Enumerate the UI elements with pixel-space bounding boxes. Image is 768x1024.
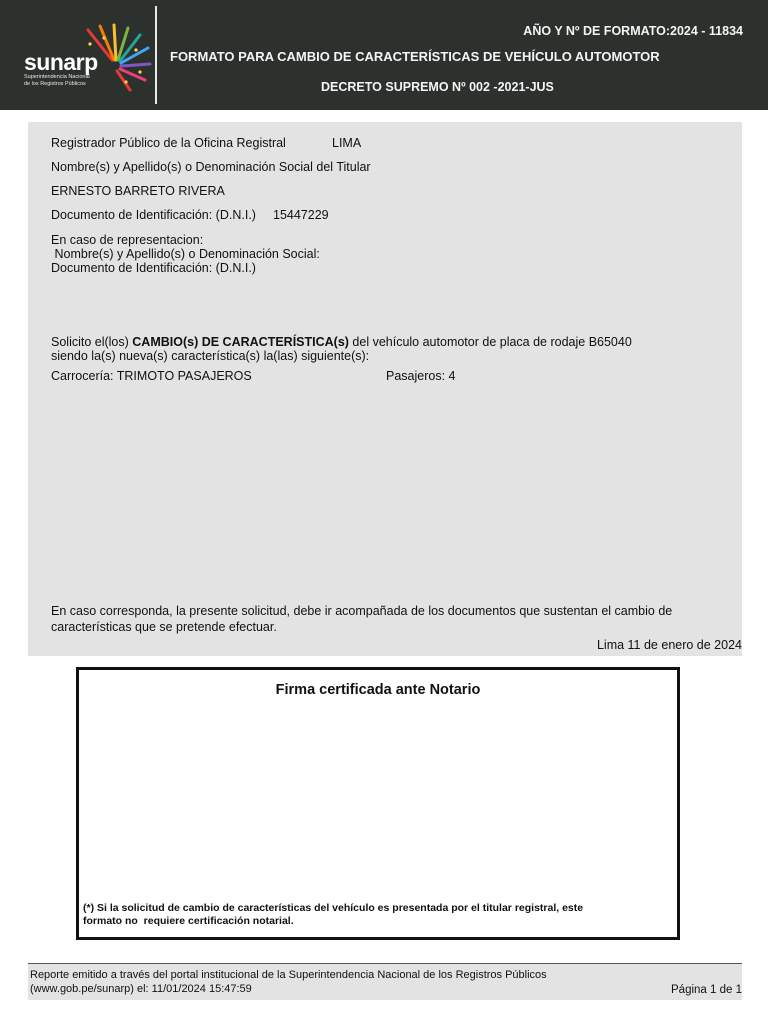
notarial-note-line1: (*) Si la solicitud de cambio de características del vehículo es presentada por el titular registral, este (83, 902, 584, 914)
document-header (0, 0, 768, 110)
representative-id-label: Documento de Identificación: (D.N.I.) (51, 261, 256, 275)
request-change-type: CAMBIO(s) DE CARACTERÍSTICA(s) (132, 335, 349, 349)
report-source-note (30, 968, 547, 996)
logo-subtitle (24, 74, 104, 87)
document-title: FORMATO PARA CAMBIO DE CARACTERÍSTICAS DE VEHÍCULO AUTOMOTOR (170, 49, 660, 64)
application-form-panel (28, 122, 742, 656)
request-statement-line2: siendo la(s) nueva(s) característica(s) la(las) siguiente(s): (51, 349, 370, 363)
logo-wordmark: sunarp (24, 49, 98, 75)
format-code: AÑO Y Nº DE FORMATO:2024 - 11834 (523, 24, 743, 38)
registrar-office-value: LIMA (332, 136, 362, 150)
representative-name-label: Nombre(s) y Apellido(s) o Denominación Social: (51, 247, 320, 261)
representation-heading: En caso de representacion: (51, 233, 204, 247)
request-prefix: Solicito el(los) (51, 335, 133, 349)
holder-label: Nombre(s) y Apellido(s) o Denominación Social del Titular (51, 160, 371, 174)
sunarp-logo (18, 20, 153, 98)
holder-name-value: ERNESTO BARRETO RIVERA (51, 184, 225, 198)
page-number: Página 1 de 1 (671, 984, 742, 996)
logo-subtitle-line1: Superintendencia Nacional (24, 74, 90, 80)
supporting-docs-note-line2: características que se pretende efectuar. (51, 620, 277, 634)
signature-box-title: Firma certificada ante Notario (275, 682, 481, 698)
request-vehicle-plate: del vehículo automotor de placa de rodaje B65040 (348, 335, 632, 349)
registrar-label: Registrador Público de la Oficina Registral (51, 136, 286, 150)
notarial-exemption-note (83, 902, 663, 928)
request-statement (51, 335, 632, 349)
holder-id-value: 15447229 (273, 208, 329, 222)
notarial-note-line2: formato no requiere certificación notarial. (83, 915, 294, 927)
holder-id-label: Documento de Identificación: (D.N.I.) (51, 208, 256, 222)
logo-subtitle-line2: de los Registros Públicos (24, 80, 86, 87)
supporting-docs-note-line1: En caso corresponda, la presente solicitud, debe ir acompañada de los documentos que sustentan el cambio de (51, 604, 673, 618)
header-divider (155, 6, 157, 104)
place-and-date: Lima 11 de enero de 2024 (596, 638, 742, 652)
report-source-line2: (www.gob.pe/sunarp) el: 11/01/2024 15:47:59 (30, 983, 252, 995)
report-source-line1: Reporte emitido a través del portal institucional de la Superintendencia Nacional de los Registros Públicos (30, 969, 547, 981)
new-body-type: Carrocería: TRIMOTO PASAJEROS (51, 369, 252, 383)
new-passenger-count: Pasajeros: 4 (386, 369, 456, 383)
report-footer (28, 963, 742, 1000)
notary-signature-box (76, 667, 680, 940)
decree-reference: DECRETO SUPREMO Nº 002 -2021-JUS (321, 80, 554, 94)
